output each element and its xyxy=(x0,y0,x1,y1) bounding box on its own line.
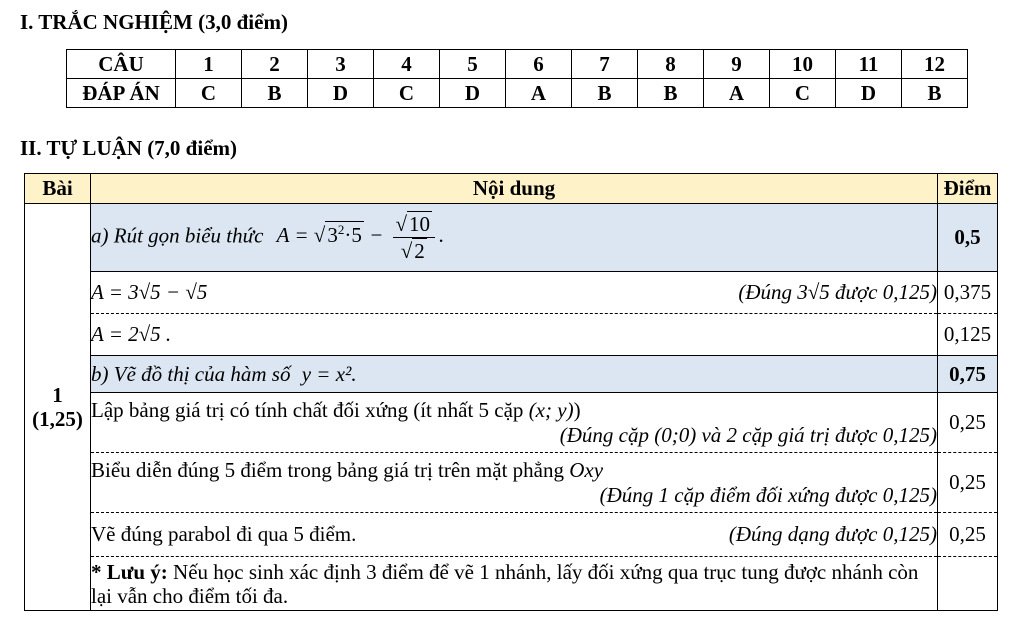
essay-grading-table xyxy=(24,173,998,611)
step-points: 0,125 xyxy=(938,314,998,356)
step-text: Lập bảng giá trị có tính chất đối xứng (ít nhất 5 cặp xyxy=(91,397,524,422)
step-content xyxy=(91,393,938,453)
question-number: 8 xyxy=(638,50,704,79)
note-points xyxy=(938,557,998,611)
part-b-text: b) Vẽ đồ thị của hàm số xyxy=(91,361,291,386)
step-math: (x; y) xyxy=(528,397,574,422)
step-points: 0,25 xyxy=(938,393,998,453)
step-points: 0,375 xyxy=(938,272,998,314)
step-content xyxy=(91,314,938,356)
note-text: Nếu học sinh xác định 3 điểm để vẽ 1 nhánh, lấy đối xứng qua trục tung được nhánh còn lại vẫn cho điểm tối đa. xyxy=(91,559,919,608)
part-a-row xyxy=(25,204,998,272)
question-number: 2 xyxy=(242,50,308,79)
header-bai: Bài xyxy=(25,174,91,204)
answer-cell: D xyxy=(836,79,902,108)
answer-cell: A xyxy=(704,79,770,108)
bai-points: (1,25) xyxy=(32,407,83,431)
note-row xyxy=(25,557,998,611)
step-row xyxy=(25,513,998,557)
answer-row xyxy=(67,79,968,108)
question-number: 1 xyxy=(176,50,242,79)
essay-header-row xyxy=(25,174,998,204)
step-close: ) xyxy=(573,397,581,422)
answer-cell: A xyxy=(506,79,572,108)
question-row xyxy=(67,50,968,79)
step-content xyxy=(91,453,938,513)
question-number: 7 xyxy=(572,50,638,79)
part-b-row xyxy=(25,356,998,393)
step-row xyxy=(25,314,998,356)
part-a-points: 0,5 xyxy=(938,204,998,272)
step-content xyxy=(91,513,938,557)
note-label: * Lưu ý: xyxy=(91,559,168,584)
step-text: Vẽ đúng parabol đi qua 5 điểm. xyxy=(91,522,357,546)
step-row xyxy=(25,393,998,453)
header-diem: Điểm xyxy=(938,174,998,204)
question-number: 12 xyxy=(902,50,968,79)
part-a-text: a) Rút gọn biểu thức xyxy=(91,223,264,248)
answer-cell: C xyxy=(176,79,242,108)
part-b-points: 0,75 xyxy=(938,356,998,393)
section-1-title: I. TRẮC NGHIỆM (3,0 điểm) xyxy=(20,10,288,34)
answer-cell: C xyxy=(374,79,440,108)
question-number: 5 xyxy=(440,50,506,79)
part-b-expression: y = x². xyxy=(301,361,357,386)
question-number: 10 xyxy=(770,50,836,79)
question-row-label: CÂU xyxy=(67,50,176,79)
step-math: Oxy xyxy=(569,457,604,482)
part-a-content xyxy=(91,204,938,272)
answer-cell: C xyxy=(770,79,836,108)
step-note: (Đúng 1 cặp điểm đối xứng được 0,125) xyxy=(599,482,937,507)
step-expression: A = 2√5 . xyxy=(91,322,172,346)
step-text: Biểu diễn đúng 5 điểm trong bảng giá trị trên mặt phẳng xyxy=(91,457,564,482)
header-noidung: Nội dung xyxy=(91,174,938,204)
step-points: 0,25 xyxy=(938,513,998,557)
step-points: 0,25 xyxy=(938,453,998,513)
question-number: 3 xyxy=(308,50,374,79)
answer-cell: D xyxy=(308,79,374,108)
bai-cell xyxy=(25,204,91,611)
answer-cell: D xyxy=(440,79,506,108)
part-b-content xyxy=(91,356,938,393)
answer-cell: B xyxy=(902,79,968,108)
step-note: (Đúng 3√5 được 0,125) xyxy=(738,280,937,304)
step-content xyxy=(91,272,938,314)
step-note: (Đúng dạng được 0,125) xyxy=(728,522,937,546)
step-expression: A = 3√5 − √5 xyxy=(91,280,208,304)
section-2-title: II. TỰ LUẬN (7,0 điểm) xyxy=(20,136,238,160)
step-row xyxy=(25,453,998,513)
note-content xyxy=(91,557,938,611)
part-a-expression: $A = √3^2\cdot 5$ − $\frac{√10}{√2}$ . xyxy=(276,212,445,263)
multiple-choice-table xyxy=(66,49,968,108)
answer-cell: B xyxy=(638,79,704,108)
question-number: 11 xyxy=(836,50,902,79)
step-note: (Đúng cặp (0;0) và 2 cặp giá trị được 0,125) xyxy=(559,422,937,447)
answer-row-label: ĐÁP ÁN xyxy=(67,79,176,108)
answer-cell: B xyxy=(242,79,308,108)
bai-number: 1 xyxy=(52,383,63,407)
answer-cell: B xyxy=(572,79,638,108)
step-row xyxy=(25,272,998,314)
question-number: 4 xyxy=(374,50,440,79)
question-number: 9 xyxy=(704,50,770,79)
question-number: 6 xyxy=(506,50,572,79)
